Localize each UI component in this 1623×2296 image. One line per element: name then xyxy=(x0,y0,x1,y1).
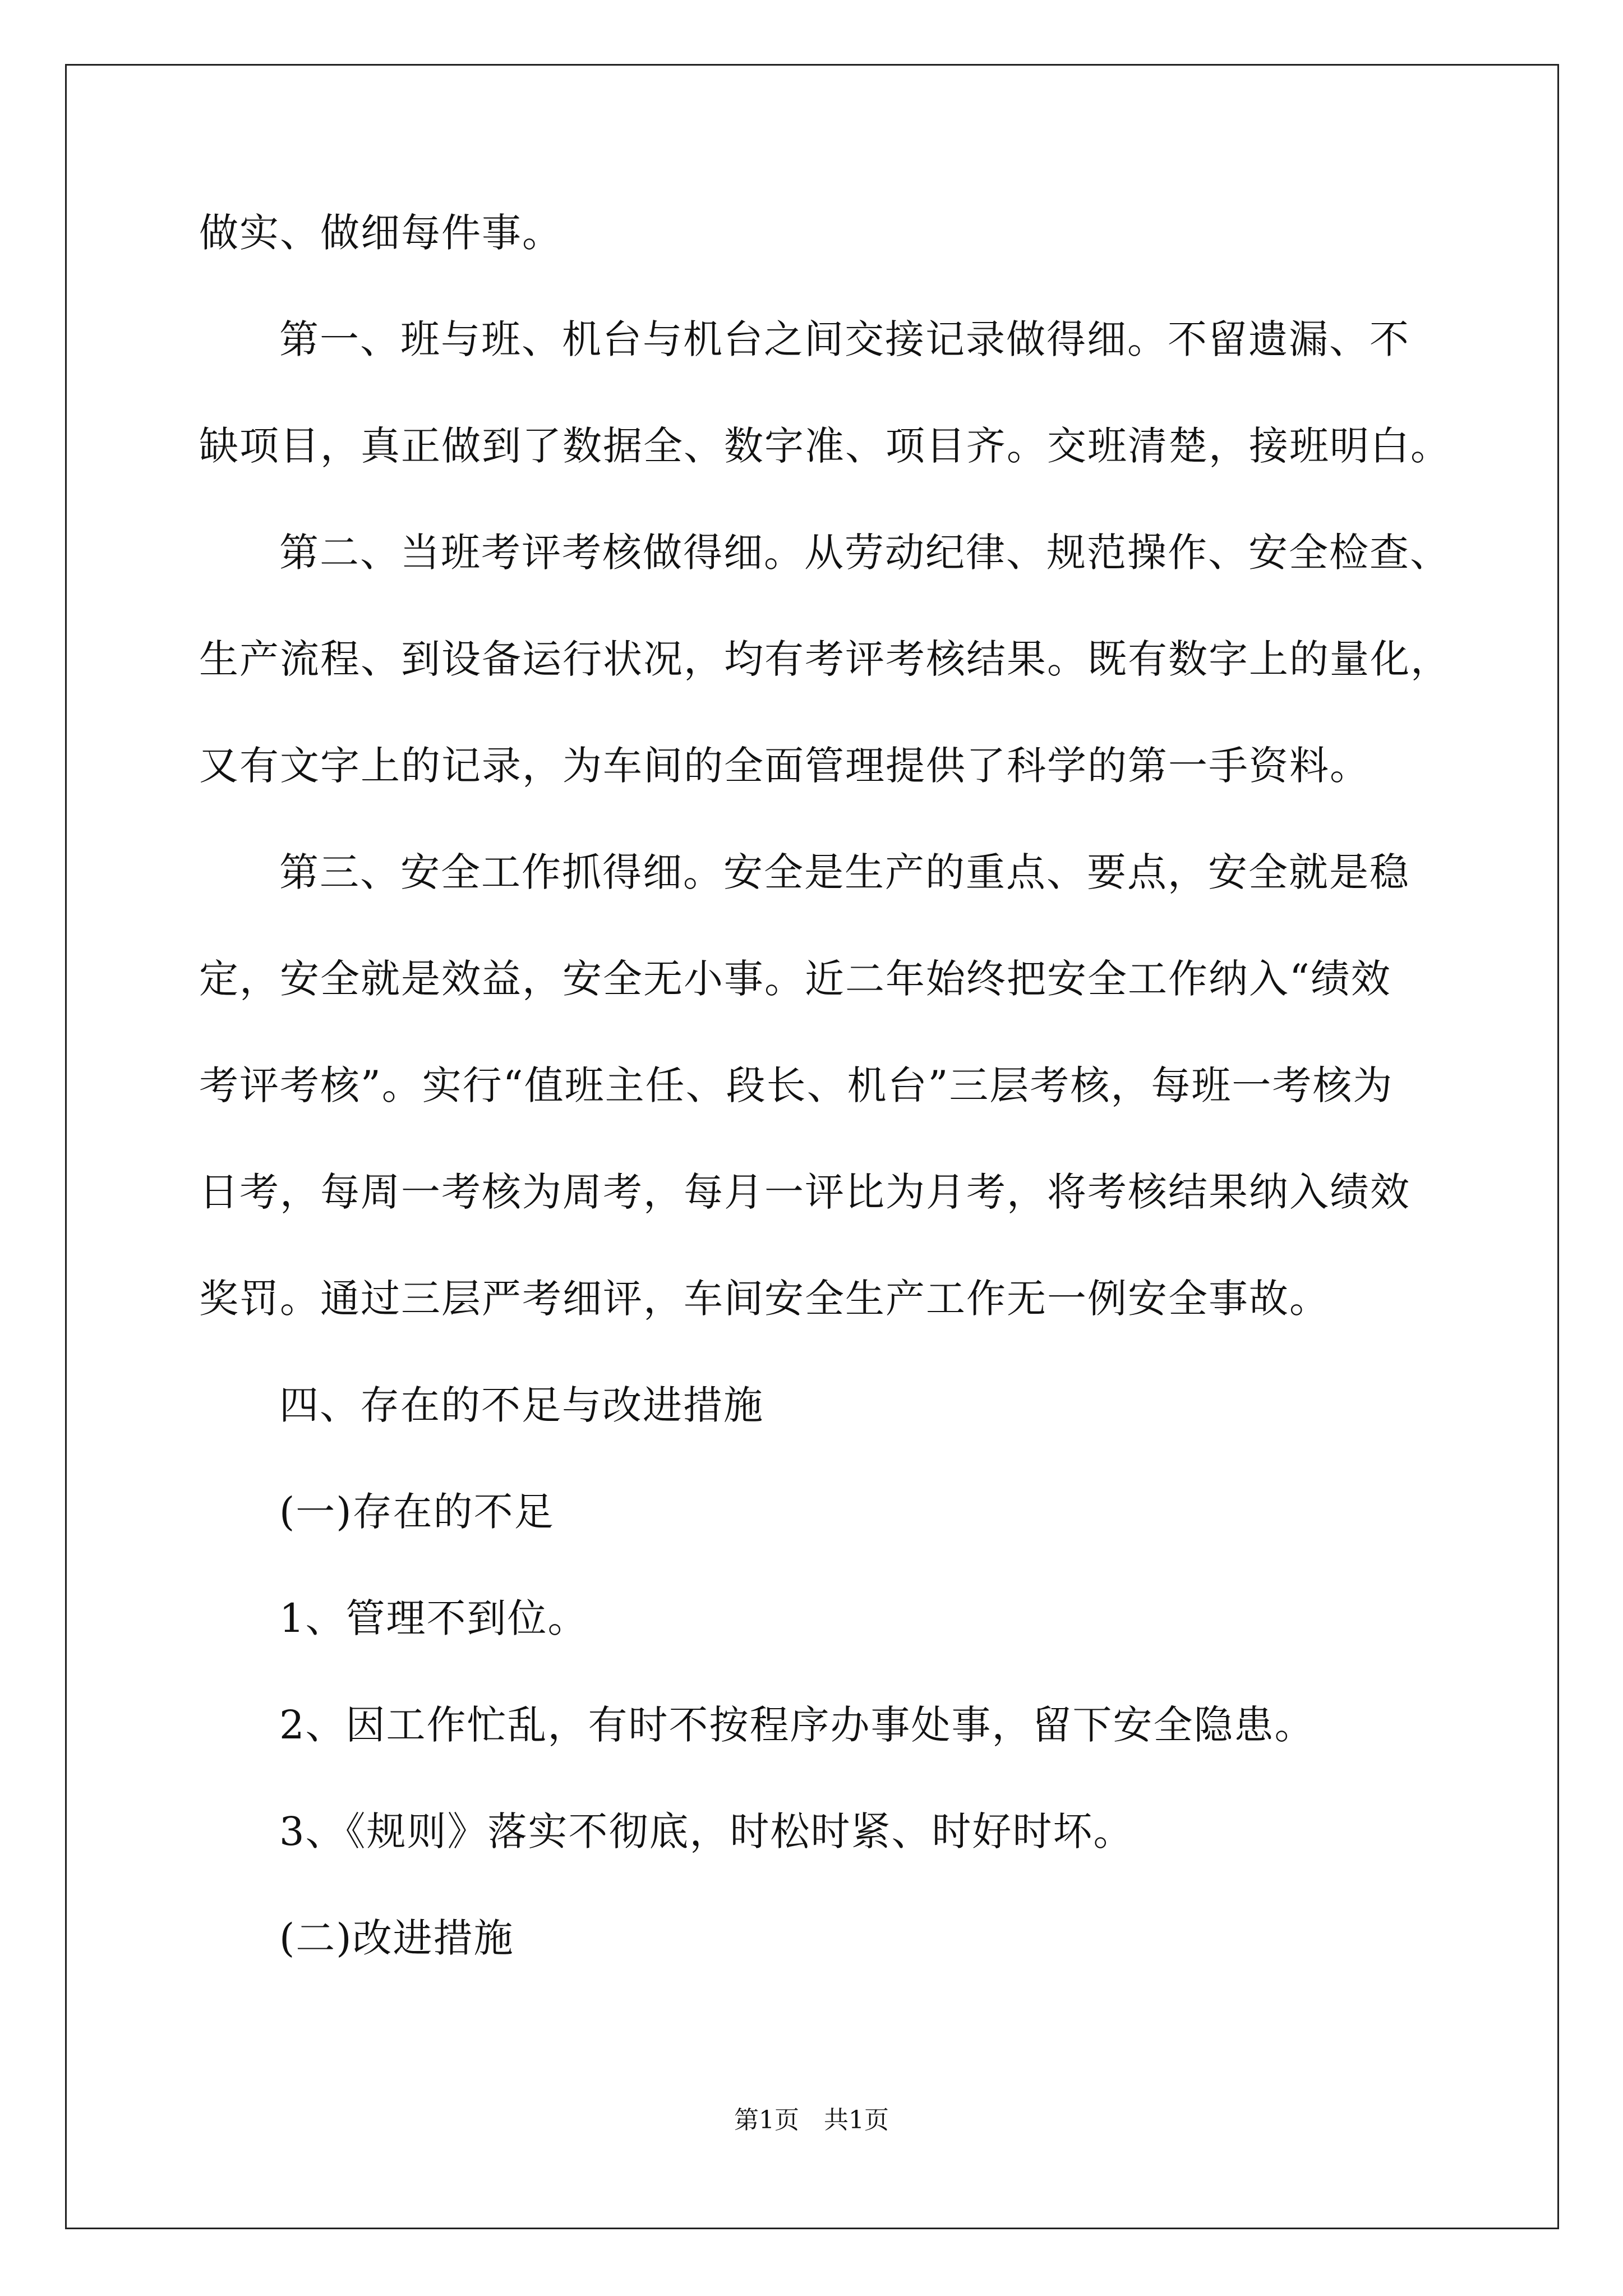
text-line-4: 第二、当班考评考核做得细。从劳动纪律、规范操作、安全检查、 xyxy=(279,530,1450,576)
page-border xyxy=(65,64,1559,2229)
text-line-8: 定，安全就是效益，安全无小事。近二年始终把安全工作纳入“绩效 xyxy=(199,956,1391,1002)
text-line-6: 又有文字上的记录，为车间的全面管理提供了科学的第一手资料。 xyxy=(199,743,1370,789)
text-line-3: 缺项目，真正做到了数据全、数字准、项目齐。交班清楚，接班明白。 xyxy=(199,423,1451,469)
text-line-10: 日考，每周一考核为周考，每月一评比为月考，将考核结果纳入绩效 xyxy=(199,1169,1410,1215)
list-item-3: 3、《规则》落实不彻底，时松时紧、时好时坏。 xyxy=(279,1809,1134,1855)
text-line-5: 生产流程、到设备运行状况，均有考评考核结果。既有数字上的量化， xyxy=(199,636,1451,682)
page-footer: 第1页 共1页 xyxy=(734,2106,889,2134)
list-item-2: 2、因工作忙乱，有时不按程序办事处事，留下安全隐患。 xyxy=(279,1702,1315,1748)
text-line-7: 第三、安全工作抓得细。安全是生产的重点、要点，安全就是稳 xyxy=(279,849,1410,895)
text-line-9: 考评考核”。实行“值班主任、段长、机台”三层考核，每班一考核为 xyxy=(199,1062,1394,1108)
subsection-heading-measures: (二)改进措施 xyxy=(279,1915,514,1961)
text-line-11: 奖罚。通过三层严考细评，车间安全生产工作无一例安全事故。 xyxy=(199,1276,1330,1322)
list-item-1: 1、管理不到位。 xyxy=(279,1595,588,1641)
subsection-heading-shortcomings: (一)存在的不足 xyxy=(279,1489,555,1535)
text-line-2: 第一、班与班、机台与机台之间交接记录做得细。不留遗漏、不 xyxy=(279,316,1410,362)
text-line-1: 做实、做细每件事。 xyxy=(199,210,562,256)
section-heading: 四、存在的不足与改进措施 xyxy=(279,1382,764,1428)
